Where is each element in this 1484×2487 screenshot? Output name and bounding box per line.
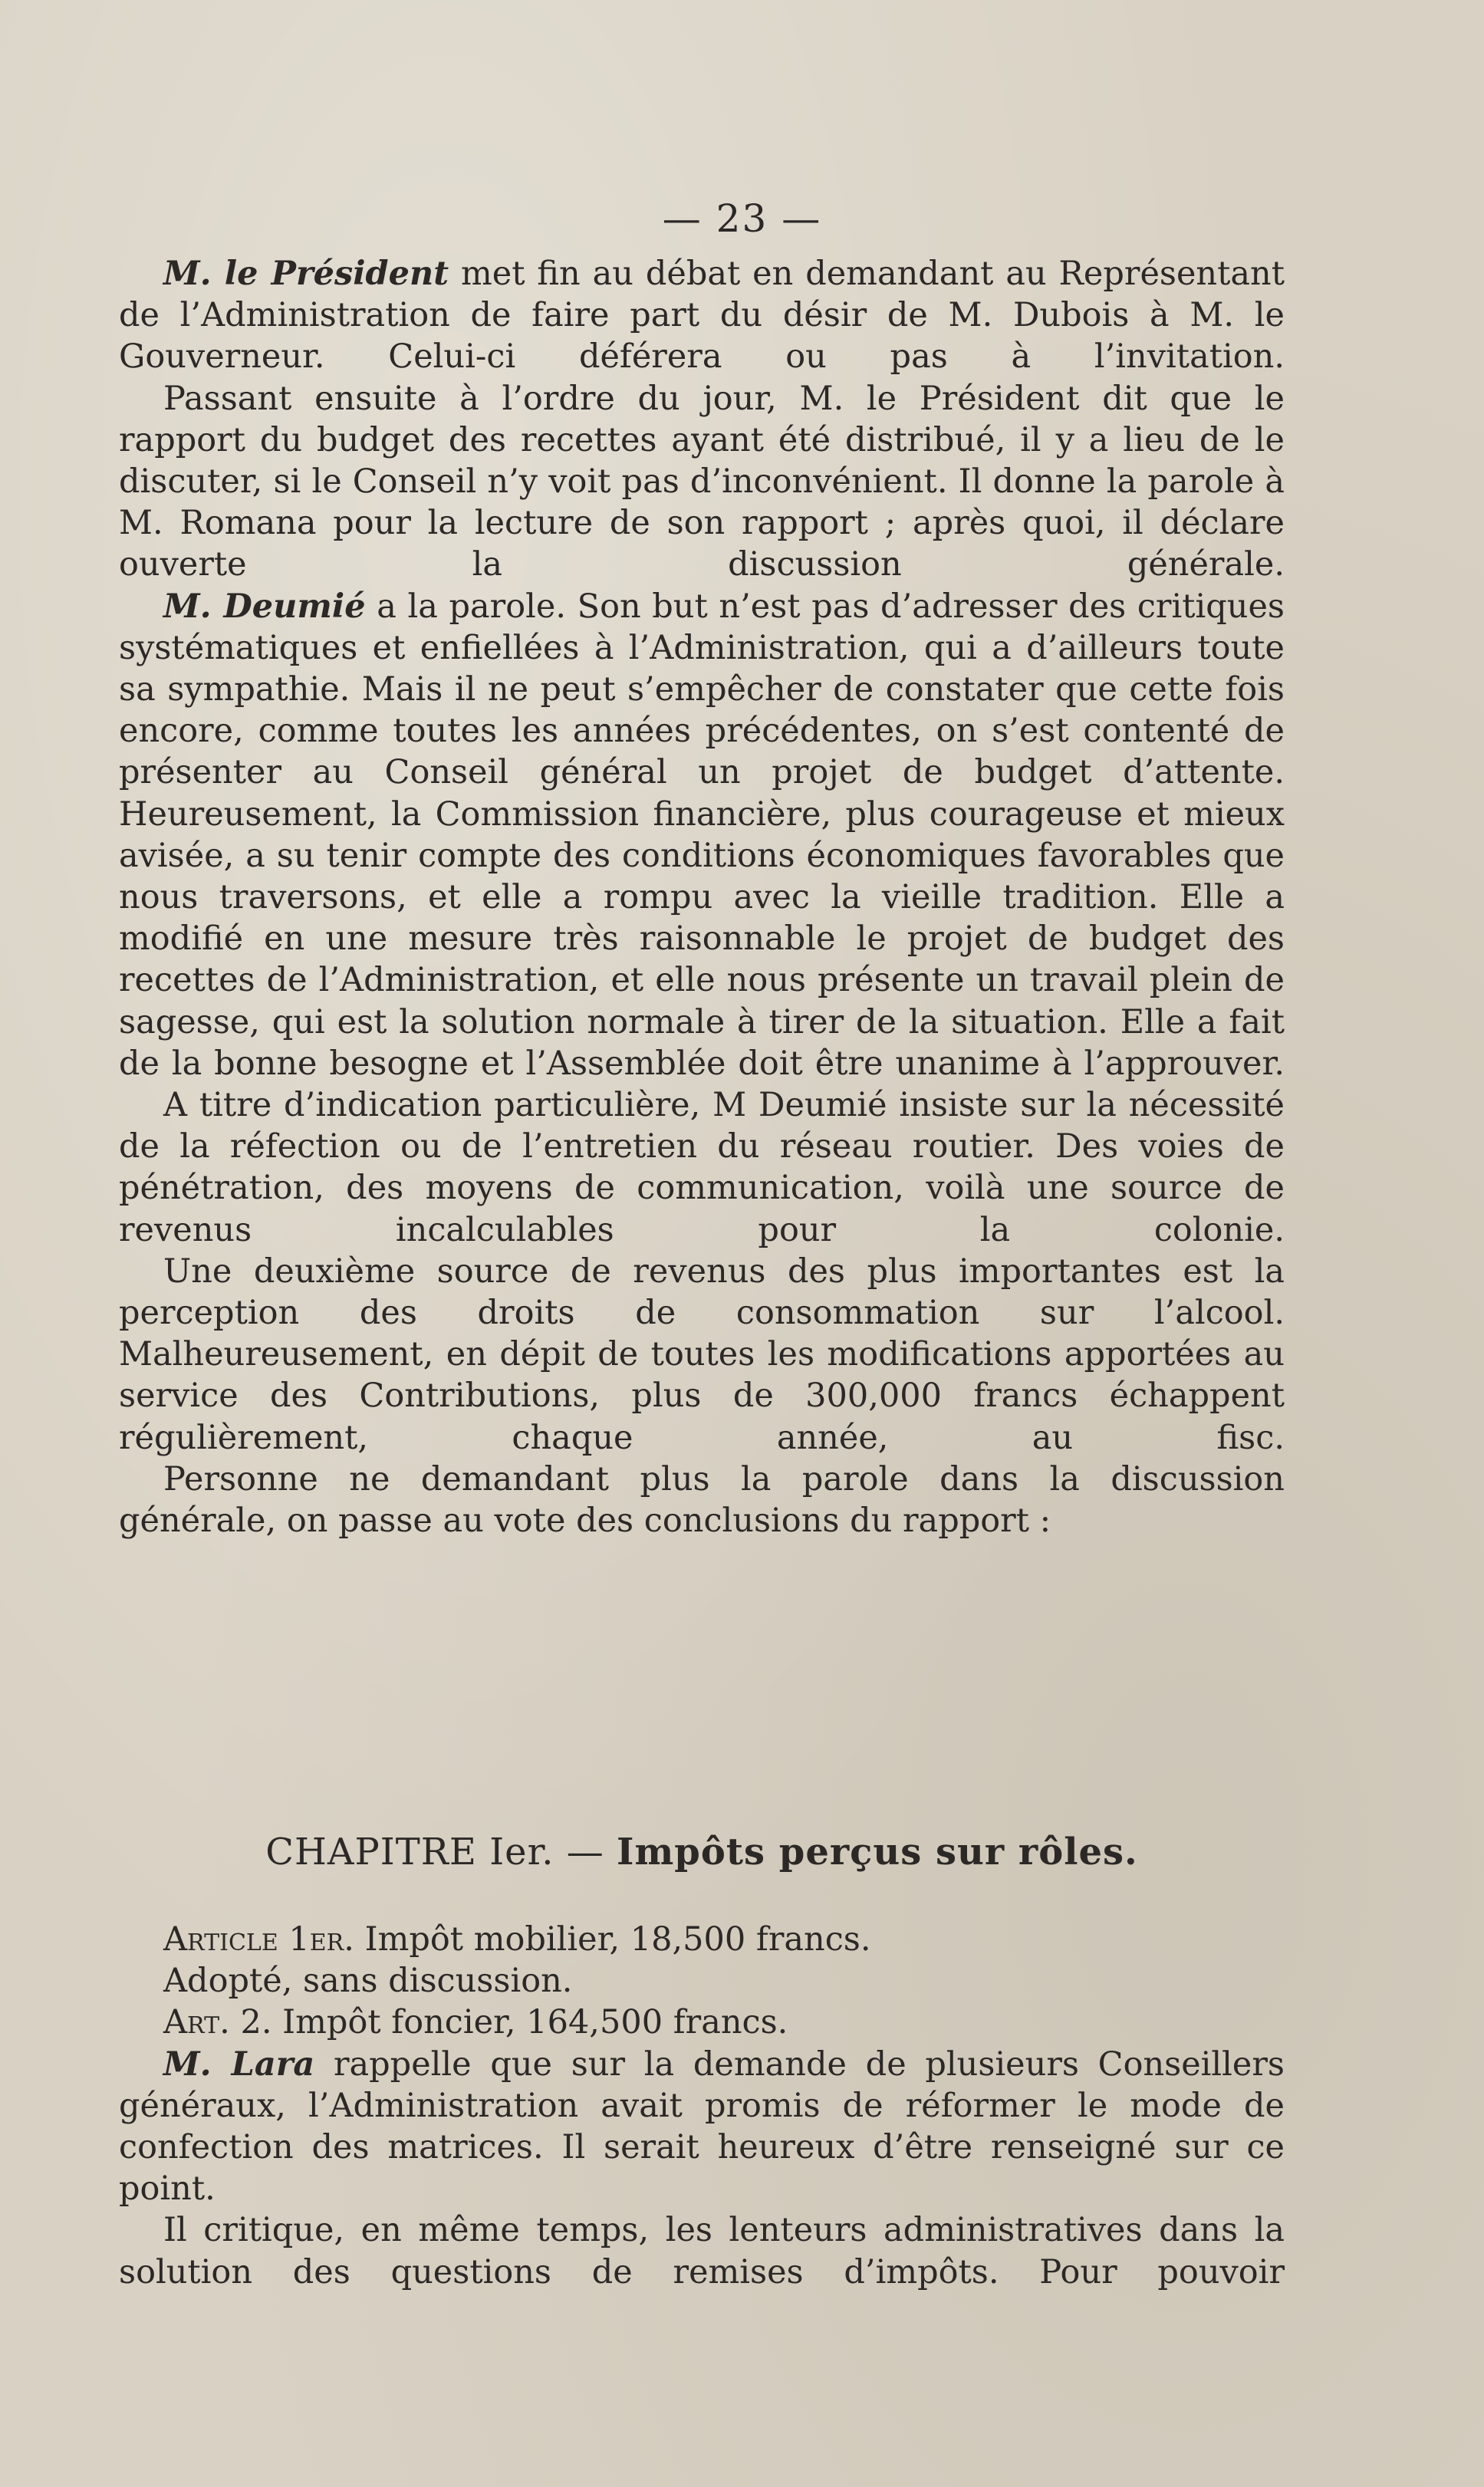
- chapter-heading: [119, 1829, 1285, 1875]
- paragraph-text: Personne ne demandant plus la parole dans la discussion générale, on passe au vote des conclusions du rapport :: [119, 1459, 1285, 1541]
- articles-section: [119, 1919, 1285, 2293]
- article-line: [119, 2044, 1285, 2210]
- chapter-title: Impôts perçus sur rôles.: [617, 1831, 1138, 1873]
- article-text: rappelle que sur la demande de plusieurs Conseillers généraux, l’Administration avait promis de réformer le mode de confection des matrices. Il serait heureux d’être renseigné sur ce point.: [119, 2045, 1285, 2209]
- paragraph-text: met fin au débat en demandant au Représentant de l’Administration de faire part du désir de M. Dubois à M. le Gouverneur. Celui-ci déférera ou pas à l’invitation.: [119, 255, 1285, 377]
- paragraph: [119, 378, 1285, 586]
- article-text: Il critique, en même temps, les lenteurs administratives dans la solution des questions de remises d’impôts. Pour pouvoir: [119, 2211, 1285, 2291]
- article-line: [119, 2002, 1285, 2043]
- article-lead: Art. 2.: [163, 2003, 272, 2042]
- article-line: [119, 1960, 1285, 2002]
- paragraph-text: A titre d’indication particulière, M Deumié insiste sur la nécessité de la réfection ou de l’entretien du réseau routier. Des voies de pénétration, des moyens de communication, voilà une source de revenus incalculables pour la colonie.: [119, 1086, 1285, 1249]
- paragraph-text: Une deuxième source de revenus des plus importantes est la perception des droits de consommation sur l’alcool. Malheureusement, en dépit de toutes les modifications apportées au service des Contributions, plus de 300,000 francs échappent régulièrement, chaque année, au fisc.: [119, 1252, 1285, 1457]
- paragraph-text: a la parole. Son but n’est pas d’adresser des critiques systématiques et enfiellées à l’Administration, qui a d’ailleurs toute sa sympathie. Mais il ne peut s’empêcher de constater que cette fois encore, comme toutes les années précédentes, on s’est contenté de présenter au Conseil général un projet de budget d’attente. Heureusement, la Commission financière, plus courageuse et mieux avisée, a su tenir compte des conditions économiques favorables que nous traversons, et elle a rompu avec la vieille tradition. Elle a modifié en une mesure très raisonnable le projet de budget des recettes de l’Administration, et elle nous présente un travail plein de sagesse, qui est la solution normale à tirer de la situation. Elle a fait de la bonne besogne et l’Assemblée doit être unanime à l’approuver.: [119, 587, 1285, 1083]
- body-text: [119, 253, 1285, 1541]
- paragraph: [119, 253, 1285, 378]
- article-lead: Article 1er.: [163, 1920, 354, 1959]
- paragraph-text: Passant ensuite à l’ordre du jour, M. le Président dit que le rapport du budget des recettes ayant été distribué, il y a lieu de le discuter, si le Conseil n’y voit pas d’inconvénient. Il donne la parole à M. Romana pour la lecture de son rapport ; après quoi, il déclare ouverte la discussion générale.: [119, 379, 1285, 584]
- article-text: Adopté, sans discussion.: [163, 1962, 573, 2001]
- article-line: [119, 2209, 1285, 2292]
- page-number: — 23 —: [662, 196, 822, 241]
- paragraph: [119, 1251, 1285, 1459]
- chapter-label: CHAPITRE Ier. —: [265, 1831, 604, 1873]
- speaker-name: M. Lara: [163, 2045, 315, 2084]
- article-text: Impôt mobilier, 18,500 francs.: [354, 1920, 871, 1959]
- article-text: Impôt foncier, 164,500 francs.: [271, 2003, 788, 2042]
- article-line: [119, 1919, 1285, 1960]
- paragraph: [119, 586, 1285, 1084]
- paragraph: [119, 1084, 1285, 1251]
- speaker-name: M. Deumié: [163, 587, 366, 626]
- speaker-name: M. le Président: [163, 255, 449, 293]
- paragraph: [119, 1459, 1285, 1541]
